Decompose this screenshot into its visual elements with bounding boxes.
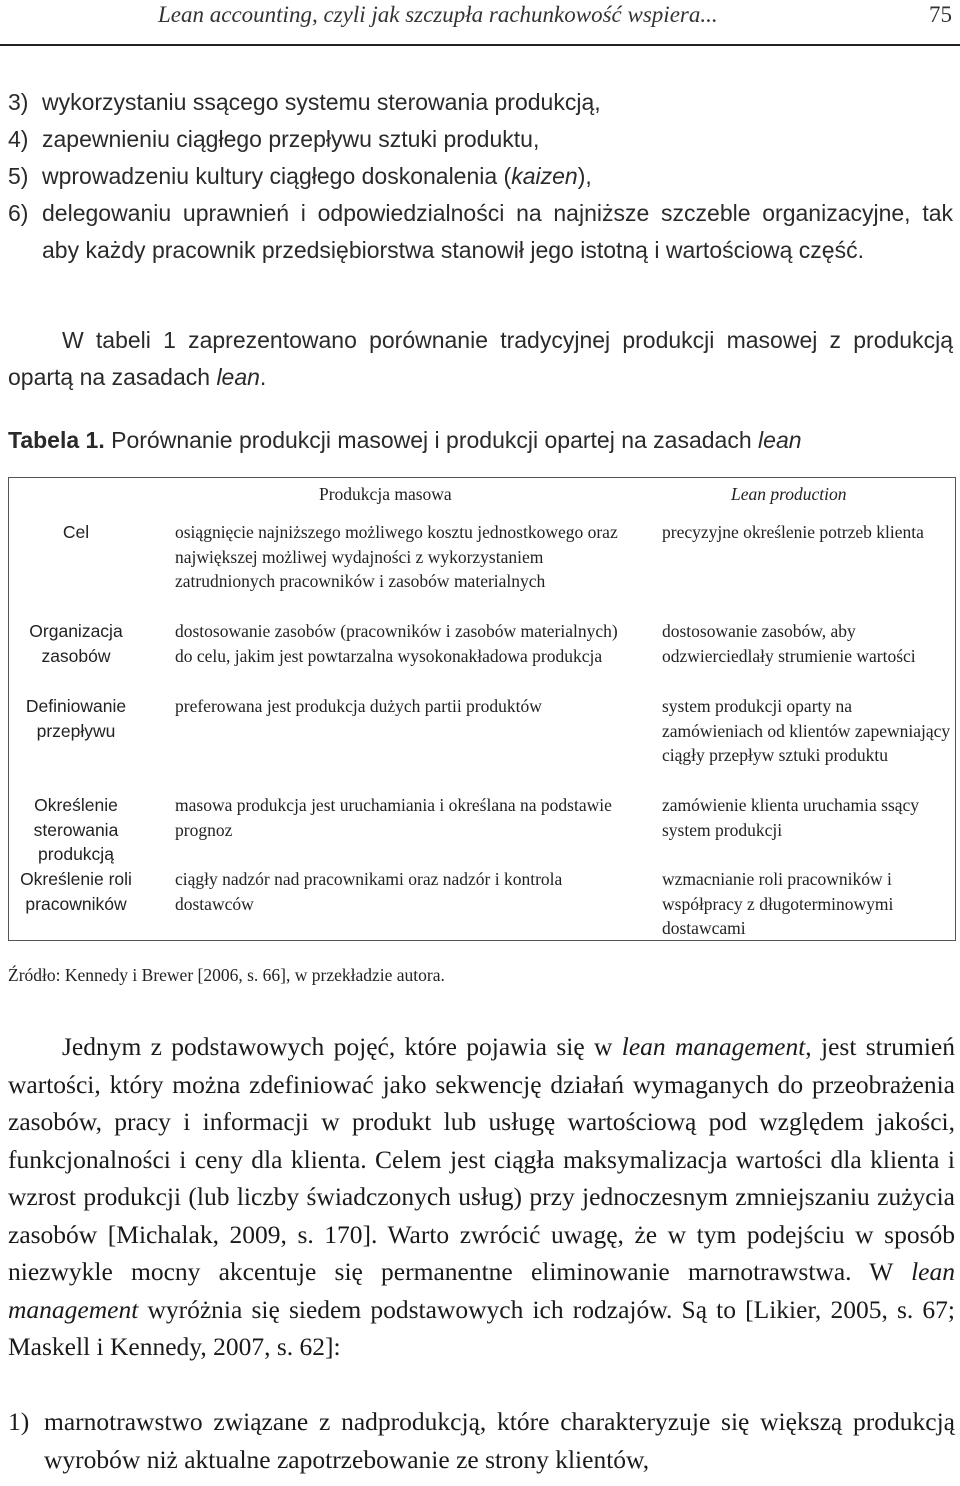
row-label-organizacja: Organizacja zasobów: [29, 621, 123, 666]
row-organizacja-lean: dostosowanie zasobów, aby odzwierciedlały strumienie wartości: [662, 621, 916, 666]
row-sterowanie-mass: masowa produkcja jest uruchamiania i określana na podstawie prognoz: [175, 795, 612, 840]
list-item: 1) marnotrawstwo związane z nadprodukcją, które charakteryzuje się większą produkcją wyrobów niż aktualne zapotrzebowanie ze strony klientów,: [8, 1407, 955, 1474]
row-label-sterowanie: Określenie sterowania produkcją: [33, 795, 119, 864]
row-rola-lean: wzmacnianie roli pracowników i współpracy z długoterminowymi dostawcami: [662, 869, 894, 938]
list-item: 4) zapewnieniu ciągłego przepływu sztuki produktu,: [8, 126, 540, 152]
page-number: 75: [929, 2, 952, 27]
header-lean-production: Lean production: [731, 484, 847, 504]
row-cel-mass: osiągnięcie najniższego możliwego kosztu jednostkowego oraz największej możliwej wydajności z wykorzystaniem zatrudnionych pracowników i zasobów materialnych: [175, 522, 618, 591]
row-definiowanie-lean: system produkcji oparty na zamówieniach od klientów zapewniający ciągły przepływ sztuki produktu: [662, 696, 951, 765]
running-header: [0, 0, 960, 46]
intro-list: [8, 84, 953, 269]
row-label-rola: Określenie roli pracowników: [20, 869, 132, 914]
row-organizacja-mass: dostosowanie zasobów (pracowników i zasobów materialnych) do celu, jakim jest powtarzalna wysokonakładowa produkcja: [175, 621, 618, 666]
list-item: 3) wykorzystaniu ssącego systemu sterowania produkcją,: [8, 89, 601, 115]
waste-list: [8, 1403, 955, 1478]
running-title: Lean accounting, czyli jak szczupła rachunkowość wspiera...: [158, 2, 718, 27]
row-definiowanie-mass: preferowana jest produkcja dużych partii produktów: [175, 696, 542, 716]
comparison-table: [8, 477, 956, 941]
list-item: 6) delegowaniu uprawnień i odpowiedzialności na najniższe szczeble organizacyjne, tak aby każdy pracownik przedsiębiorstwa stanowił jego istotną i wartościową część.: [8, 200, 953, 263]
list-item: 5) wprowadzeniu kultury ciągłego doskonalenia (kaizen),: [8, 163, 592, 189]
body-paragraph: Jednym z podstawowych pojęć, które pojawia się w lean management, jest strumień wartości, który można zdefiniować jako sekwencję działań wymaganych do przeobrażenia zasobów, pracy i informacji w produkt lub usługę wartościową pod względem jakości, funkcjonalności i ceny dla klienta. Celem jest ciągła maksymalizacja wartości dla klienta i wzrost produkcji (lub liczby świadczonych usług) przy jednoczesnym zmniejszaniu zużycia zasobów [Michalak, 2009, s. 170]. Warto zwrócić uwagę, że w tym podejściu w sposób niezwykle mocny akcentuje się permanentne eliminowanie marnotrawstwa. W lean management wyróżnia się siedem podstawowych ich rodzajów. Są to [Likier, 2005, s. 67; Maskell i Kennedy, 2007, s. 62]:: [8, 1032, 955, 1361]
row-sterowanie-lean: zamówienie klienta uruchamia ssący system produkcji: [662, 795, 920, 840]
intro-paragraph: W tabeli 1 zaprezentowano porównanie tradycyjnej produkcji masowej z produkcją opartą na zasadach lean.: [8, 327, 953, 390]
table-source: Źródło: Kennedy i Brewer [2006, s. 66], w przekładzie autora.: [8, 965, 445, 985]
row-label-cel: Cel: [62, 522, 90, 542]
row-rola-mass: ciągły nadzór nad pracownikami oraz nadzór i kontrola dostawców: [175, 869, 563, 914]
row-cel-lean: precyzyjne określenie potrzeb klienta: [662, 522, 924, 542]
row-label-definiowanie: Definiowanie przepływu: [25, 696, 127, 741]
table-caption: Tabela 1. Porównanie produkcji masowej i produkcji opartej na zasadach lean: [8, 427, 802, 453]
header-mass-production: Produkcja masowa: [319, 484, 452, 504]
